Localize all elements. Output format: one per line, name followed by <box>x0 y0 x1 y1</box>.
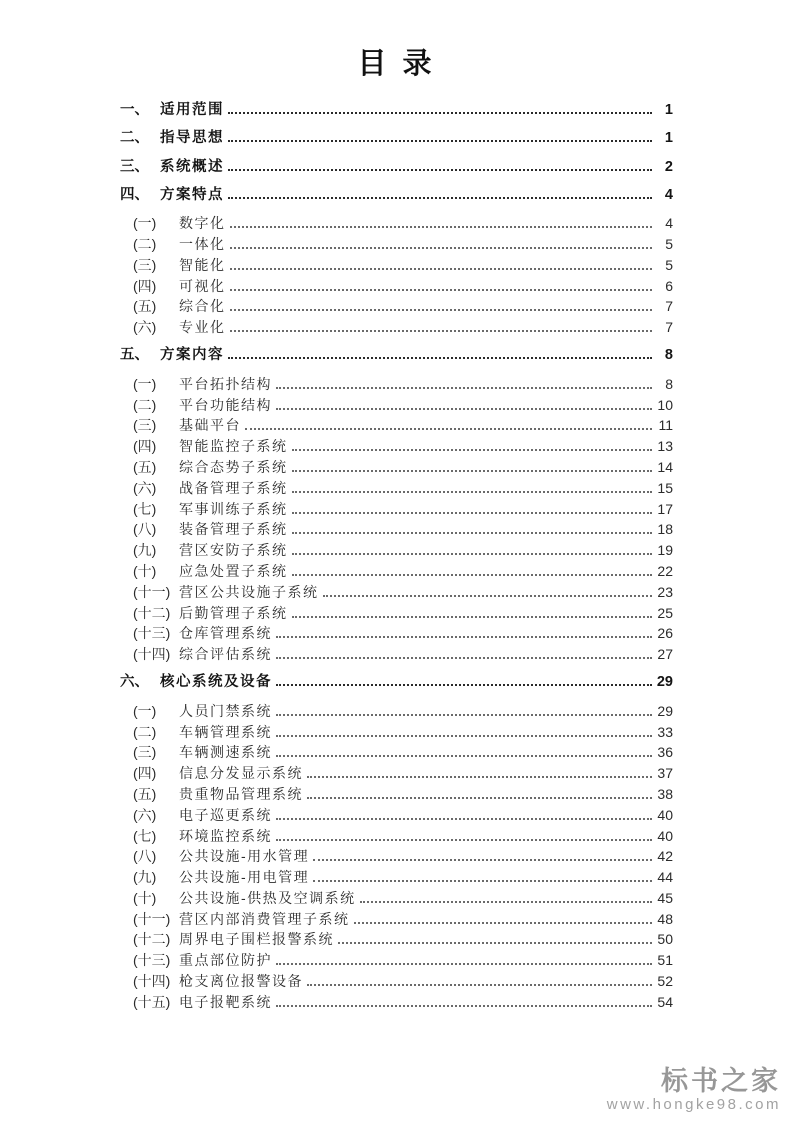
toc-entry-label: 适用范围 <box>160 102 224 118</box>
toc-entry-label: 平台功能结构 <box>179 396 272 413</box>
toc-entry-number: (五) <box>133 785 157 802</box>
toc-leader-dots <box>360 901 652 903</box>
toc-entry[interactable] <box>120 255 673 276</box>
toc-leader-dots <box>228 197 652 199</box>
toc-entry-number: (三) <box>133 256 157 273</box>
toc-entry[interactable] <box>120 100 673 121</box>
toc-leader-dots <box>292 470 653 472</box>
toc-entry-number: (十三) <box>133 625 171 642</box>
toc-leader-dots <box>307 984 652 986</box>
toc-entry-label: 智能化 <box>179 256 226 273</box>
toc-leader-dots <box>292 553 653 555</box>
toc-entry-number: (七) <box>133 500 157 517</box>
toc-leader-dots <box>228 169 652 171</box>
toc-entry-label: 枪支离位报警设备 <box>179 973 303 990</box>
toc-entry-label: 贵重物品管理系统 <box>179 785 303 802</box>
toc-leader-dots <box>245 428 652 430</box>
toc-entry-label: 营区公共设施子系统 <box>179 583 319 600</box>
toc-entry-number: (四) <box>133 438 157 455</box>
toc-leader-dots <box>230 247 653 249</box>
toc-leader-dots <box>276 657 652 659</box>
toc-entry-label: 军事训练子系统 <box>179 500 288 517</box>
toc-leader-dots <box>230 268 653 270</box>
toc-leader-dots <box>307 797 652 799</box>
toc-entry[interactable] <box>120 395 673 416</box>
toc-entry-number: (十) <box>133 889 157 906</box>
toc-entry[interactable] <box>120 805 673 826</box>
toc-leader-dots <box>276 636 652 638</box>
toc-entry-label: 基础平台 <box>179 417 241 434</box>
toc-entry-number: (六) <box>133 319 157 336</box>
toc-entry-label: 一体化 <box>179 235 226 252</box>
toc-entry-page: 14 <box>657 458 673 475</box>
toc-entry-label: 智能监控子系统 <box>179 438 288 455</box>
toc-leader-dots <box>313 880 652 882</box>
toc-entry-number: (十四) <box>133 646 171 663</box>
toc-entry-label: 信息分发显示系统 <box>179 765 303 782</box>
toc-entry-number: (九) <box>133 542 157 559</box>
toc-entry-page: 22 <box>657 562 673 579</box>
toc-entry[interactable] <box>120 826 673 847</box>
toc-leader-dots <box>338 942 652 944</box>
toc-entry-label: 方案内容 <box>160 347 224 364</box>
page-title: 目 录 <box>357 48 436 80</box>
toc-entry[interactable] <box>120 478 673 499</box>
toc-entry-label: 应急处置子系统 <box>179 562 288 579</box>
toc-leader-dots <box>276 408 652 410</box>
toc-entry-number: 四、 <box>120 186 149 203</box>
toc-entry-label: 电子巡更系统 <box>179 806 272 823</box>
toc-entry[interactable] <box>120 582 673 603</box>
toc-entry-number: (六) <box>133 806 157 823</box>
toc-leader-dots <box>313 859 652 861</box>
watermark-url: www.hongke98.com <box>606 1096 781 1113</box>
toc-entry[interactable] <box>120 276 673 297</box>
toc-entry-label: 指导思想 <box>160 130 224 147</box>
toc-entry-page: 33 <box>657 723 673 740</box>
toc-entry[interactable] <box>120 499 673 520</box>
toc-entry-label: 营区内部消费管理子系统 <box>179 910 350 927</box>
toc-leader-dots <box>230 289 653 291</box>
toc-entry-page: 18 <box>657 521 673 538</box>
toc-leader-dots <box>292 491 653 493</box>
toc-leader-dots <box>228 140 652 142</box>
toc-entry[interactable] <box>120 971 673 992</box>
watermark-logo-text: 标书之家 <box>661 1066 781 1096</box>
toc-entry-page: 38 <box>657 785 673 802</box>
toc-entry[interactable] <box>120 909 673 930</box>
toc-entry[interactable] <box>120 234 673 255</box>
toc-entry[interactable] <box>120 296 673 317</box>
toc-entry-label: 综合态势子系统 <box>179 458 288 475</box>
toc-leader-dots <box>276 1005 652 1007</box>
toc-entry-number: (十三) <box>133 952 171 969</box>
toc-entry-label: 公共设施-用水管理 <box>179 848 310 865</box>
toc-leader-dots <box>292 532 653 534</box>
toc-entry[interactable] <box>120 213 673 234</box>
toc-entry-number: (七) <box>133 827 157 844</box>
toc-entry-number: 六、 <box>120 674 149 691</box>
toc-entry-label: 方案特点 <box>160 186 224 203</box>
toc-entry-label: 专业化 <box>179 319 226 336</box>
toc-entry-page: 10 <box>657 396 673 413</box>
toc-entry-number: (一) <box>133 215 157 232</box>
toc-entry-label: 综合化 <box>179 298 226 315</box>
toc-entry-label: 系统概述 <box>160 158 224 175</box>
toc-entry[interactable] <box>120 157 673 178</box>
toc-leader-dots <box>292 574 653 576</box>
toc-entry[interactable] <box>120 867 673 888</box>
toc-entry-label: 公共设施-用电管理 <box>179 869 310 886</box>
toc-entry-page: 2 <box>664 158 673 175</box>
toc-leader-dots <box>276 818 652 820</box>
toc-entry-page: 15 <box>657 479 673 496</box>
toc-leader-dots <box>276 714 652 716</box>
watermark <box>607 1066 781 1114</box>
toc-entry-label: 后勤管理子系统 <box>179 604 288 621</box>
toc-entry-label: 战备管理子系统 <box>179 479 288 496</box>
toc-entry[interactable] <box>120 929 673 950</box>
toc-entry[interactable] <box>120 415 673 436</box>
toc-entry-number: (一) <box>133 375 157 392</box>
toc-entry-page: 7 <box>665 298 673 315</box>
toc-entry[interactable] <box>120 345 673 366</box>
toc-entry-label: 营区安防子系统 <box>179 542 288 559</box>
toc-entry-page: 4 <box>664 186 673 203</box>
toc-entry[interactable] <box>120 128 673 149</box>
toc-entry-number: (三) <box>133 417 157 434</box>
toc-entry[interactable] <box>120 185 673 206</box>
toc-entry-label: 数字化 <box>179 215 226 232</box>
toc-entry-number: (十一) <box>133 583 171 600</box>
toc-entry-number: (十) <box>133 562 157 579</box>
toc-entry-number: (十四) <box>133 973 171 990</box>
toc-entry-page: 29 <box>656 674 673 691</box>
toc-entry-label: 可视化 <box>179 277 226 294</box>
toc-entry-label: 公共设施-供热及空调系统 <box>179 889 356 906</box>
toc-leader-dots <box>292 616 653 618</box>
toc-entry-number: 五、 <box>120 347 149 364</box>
toc-entry[interactable] <box>120 742 673 763</box>
toc-leader-dots <box>228 357 652 359</box>
toc-entry-page: 17 <box>657 500 673 517</box>
toc-entry[interactable] <box>120 701 673 722</box>
toc-entry-page: 25 <box>657 604 673 621</box>
toc-entry[interactable] <box>120 672 673 693</box>
toc-entry-number: (十五) <box>133 993 171 1010</box>
toc-entry-label: 车辆测速系统 <box>179 744 272 761</box>
toc-entry-page: 42 <box>657 848 673 865</box>
toc-entry-page: 36 <box>657 744 673 761</box>
toc-entry[interactable] <box>120 519 673 540</box>
toc-entry-number: (四) <box>133 277 157 294</box>
toc-entry-label: 核心系统及设备 <box>160 674 272 691</box>
toc-entry[interactable] <box>120 540 673 561</box>
toc-entry-number: 一、 <box>120 102 149 118</box>
toc-entry[interactable] <box>120 950 673 971</box>
toc-leader-dots <box>276 735 652 737</box>
toc-leader-dots <box>323 595 653 597</box>
toc-entry-number: (二) <box>133 723 157 740</box>
toc-entry-number: (二) <box>133 235 157 252</box>
toc-entry-page: 37 <box>657 765 673 782</box>
toc-entry-label: 车辆管理系统 <box>179 723 272 740</box>
toc-entry[interactable] <box>120 992 673 1013</box>
toc-entry-page: 54 <box>657 993 673 1010</box>
toc-entry-page: 48 <box>657 910 673 927</box>
toc-entry-number: (十二) <box>133 931 171 948</box>
toc-entry[interactable] <box>120 644 673 665</box>
toc-entry-label: 仓库管理系统 <box>179 625 272 642</box>
toc-entry-label: 重点部位防护 <box>179 952 272 969</box>
toc-entry-number: (五) <box>133 458 157 475</box>
toc-entry-page: 5 <box>665 235 673 252</box>
toc-entry[interactable] <box>120 888 673 909</box>
toc-entry-page: 6 <box>665 277 673 294</box>
toc-entry-page: 50 <box>657 931 673 948</box>
toc-entry-page: 8 <box>664 347 673 364</box>
toc-leader-dots <box>230 330 653 332</box>
toc-entry-label: 环境监控系统 <box>179 827 272 844</box>
toc-leader-dots <box>230 226 653 228</box>
toc-entry-page: 1 <box>664 130 673 147</box>
toc-leader-dots <box>276 387 652 389</box>
toc-entry-page: 44 <box>657 869 673 886</box>
toc-leader-dots <box>228 112 652 114</box>
toc-leader-dots <box>276 839 652 841</box>
toc-entry-number: (六) <box>133 479 157 496</box>
toc-leader-dots <box>292 512 653 514</box>
toc-entry-label: 周界电子围栏报警系统 <box>179 931 334 948</box>
toc-entry-page: 40 <box>657 827 673 844</box>
toc-entry[interactable] <box>120 317 673 338</box>
toc-entry-page: 52 <box>657 973 673 990</box>
toc-leader-dots <box>292 449 653 451</box>
toc-leader-dots <box>276 684 652 686</box>
toc-entry-page: 40 <box>657 806 673 823</box>
toc-entry-page: 1 <box>664 102 673 118</box>
toc-leader-dots <box>307 776 652 778</box>
toc-entry-page: 45 <box>657 889 673 906</box>
toc-entry[interactable] <box>120 722 673 743</box>
toc-entry-label: 人员门禁系统 <box>179 702 272 719</box>
toc-entry-page: 4 <box>665 215 673 232</box>
toc-entry-number: (二) <box>133 396 157 413</box>
toc-entry-number: (四) <box>133 765 157 782</box>
toc-entry-page: 8 <box>665 375 673 392</box>
toc-entry[interactable] <box>120 763 673 784</box>
toc-entry[interactable] <box>120 436 673 457</box>
toc-leader-dots <box>276 755 652 757</box>
toc-entry-page: 5 <box>665 256 673 273</box>
toc-entry-number: (十二) <box>133 604 171 621</box>
toc-entry-page: 27 <box>657 646 673 663</box>
toc-entry[interactable] <box>120 561 673 582</box>
toc-entry-page: 23 <box>657 583 673 600</box>
toc-list <box>120 100 673 1013</box>
toc-entry-number: (九) <box>133 869 157 886</box>
toc-entry-page: 13 <box>657 438 673 455</box>
toc-entry[interactable] <box>120 623 673 644</box>
toc-entry-page: 7 <box>665 319 673 336</box>
toc-leader-dots <box>230 309 653 311</box>
toc-leader-dots <box>276 963 652 965</box>
toc-entry-number: (十一) <box>133 910 171 927</box>
toc-entry-page: 19 <box>657 542 673 559</box>
toc-entry-page: 51 <box>657 952 673 969</box>
toc-entry-number: (八) <box>133 521 157 538</box>
toc-entry-number: (八) <box>133 848 157 865</box>
toc-entry[interactable] <box>120 603 673 624</box>
toc-entry-label: 电子报靶系统 <box>179 993 272 1010</box>
toc-entry[interactable] <box>120 457 673 478</box>
toc-entry-number: (三) <box>133 744 157 761</box>
toc-entry[interactable] <box>120 846 673 867</box>
toc-entry-page: 29 <box>657 702 673 719</box>
toc-entry-page: 11 <box>658 417 673 434</box>
toc-entry-number: (五) <box>133 298 157 315</box>
toc-entry-label: 综合评估系统 <box>179 646 272 663</box>
toc-entry-number: 三、 <box>120 158 149 175</box>
toc-entry-label: 装备管理子系统 <box>179 521 288 538</box>
toc-leader-dots <box>354 922 653 924</box>
toc-entry-number: (一) <box>133 702 157 719</box>
toc-entry-label: 平台拓扑结构 <box>179 375 272 392</box>
toc-entry-number: 二、 <box>120 130 149 147</box>
toc-entry-page: 26 <box>657 625 673 642</box>
toc-entry[interactable] <box>120 784 673 805</box>
toc-entry[interactable] <box>120 374 673 395</box>
